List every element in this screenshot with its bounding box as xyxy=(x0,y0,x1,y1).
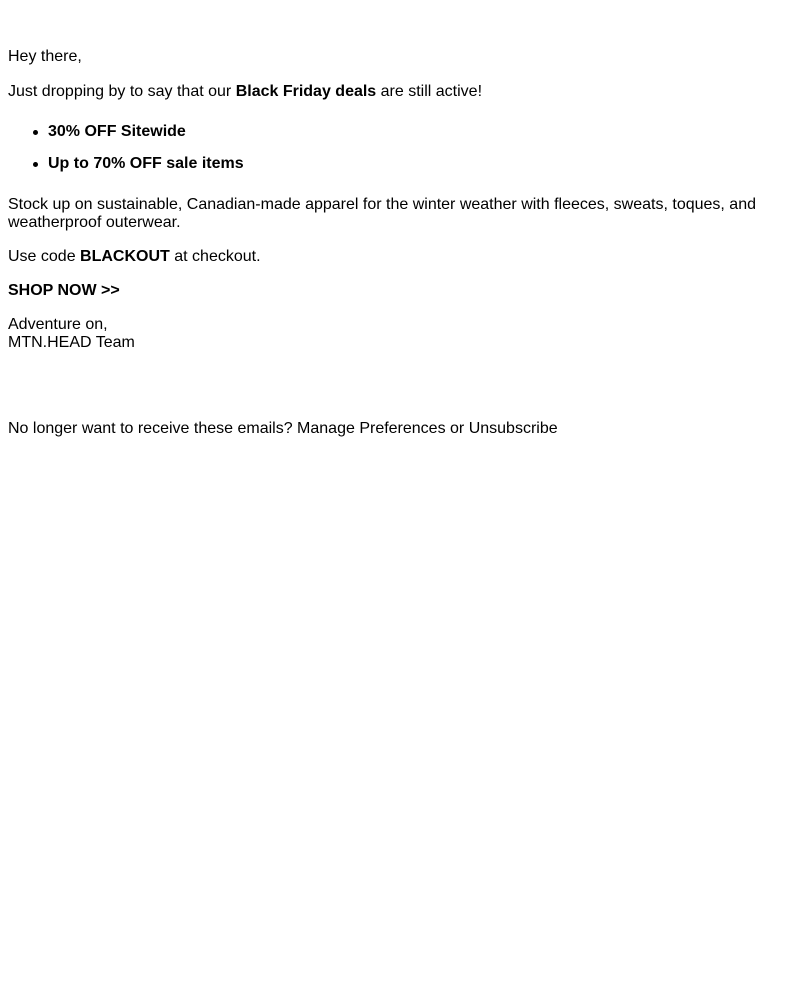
footer-or: or xyxy=(445,420,469,437)
code-text-before: Use code xyxy=(8,248,81,265)
manage-preferences-link[interactable]: Manage Preferences xyxy=(297,420,446,437)
email-body xyxy=(0,0,800,438)
footer-text: No longer want to receive these emails? xyxy=(8,420,298,437)
greeting: Hey there, xyxy=(8,48,82,65)
intro-paragraph xyxy=(8,83,792,101)
list-item: 30% OFF Sitewide xyxy=(48,123,792,141)
signoff-line-2: MTN.HEAD Team xyxy=(8,334,135,351)
footer xyxy=(8,420,792,438)
stock-paragraph: Stock up on sustainable, Canadian-made apparel for the winter weather with fleeces, sweats, toques, and weatherproof outerwear. xyxy=(8,196,756,231)
unsubscribe-link[interactable]: Unsubscribe xyxy=(468,420,558,437)
list-item: Up to 70% OFF sale items xyxy=(48,155,792,173)
signoff-line-1: Adventure on, xyxy=(8,316,108,333)
intro-text-before: Just dropping by to say that our xyxy=(8,83,236,100)
intro-highlight: Black Friday deals xyxy=(235,83,377,100)
promo-code-line xyxy=(8,248,792,266)
promo-code: BLACKOUT xyxy=(80,248,170,265)
intro-text-after: are still active! xyxy=(376,83,483,100)
code-text-after: at checkout. xyxy=(169,248,261,265)
deals-list xyxy=(8,123,792,173)
signoff xyxy=(8,316,792,352)
shop-now-link[interactable]: SHOP NOW >> xyxy=(8,282,120,299)
